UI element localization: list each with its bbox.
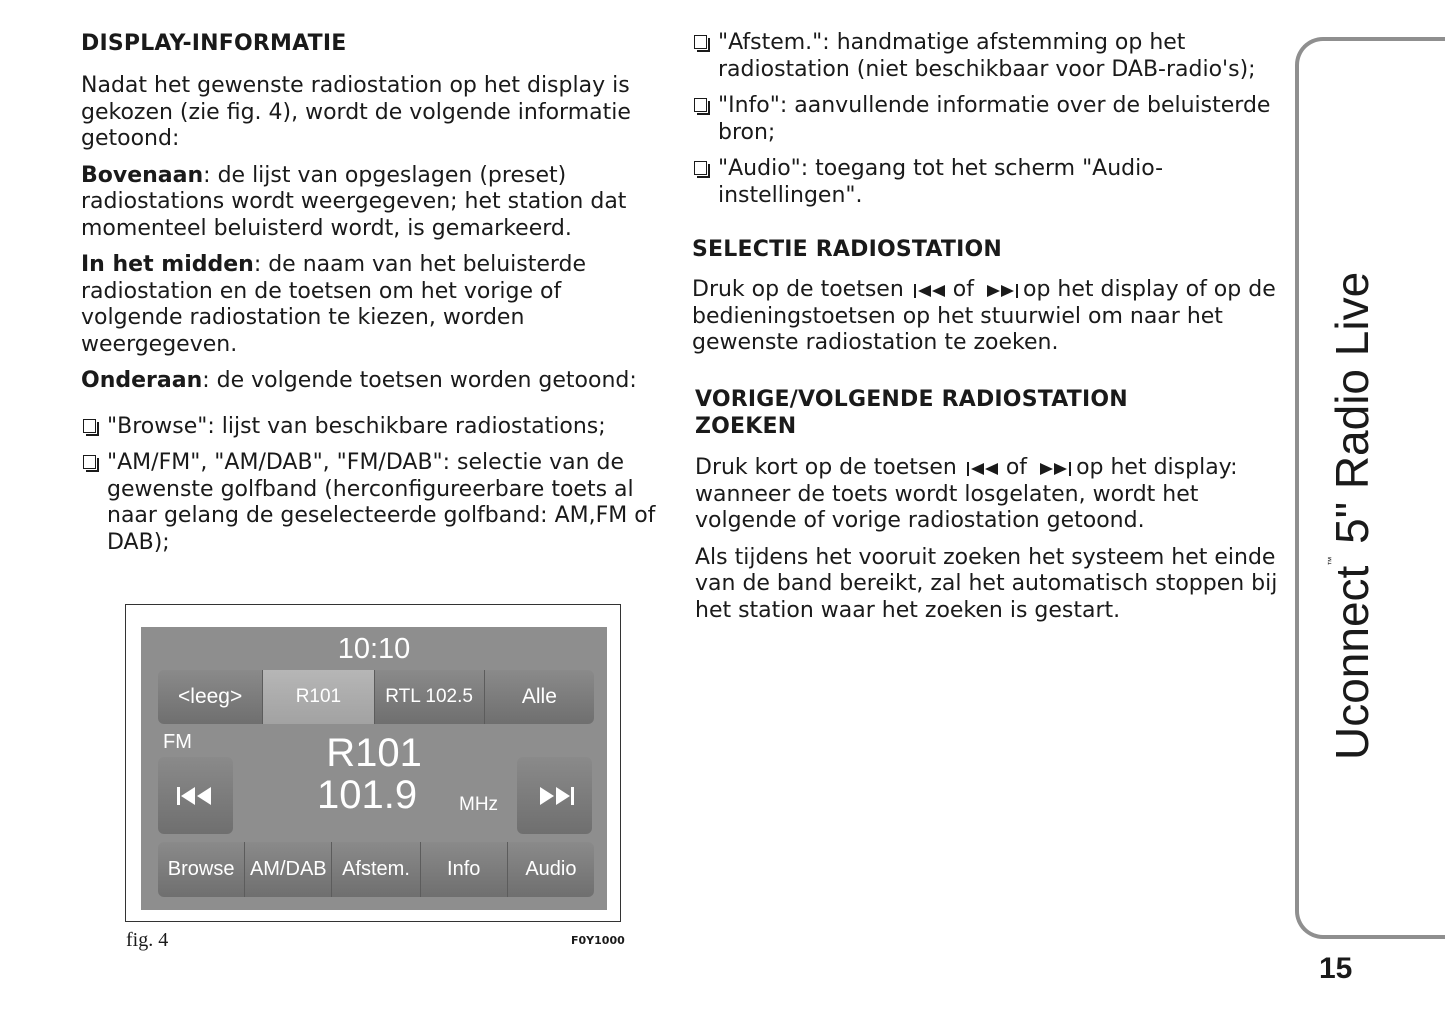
audio-button[interactable]: Audio: [508, 842, 594, 897]
checkbox-bullet-icon: [694, 35, 707, 49]
preset-leeg[interactable]: <leeg>: [158, 670, 263, 724]
preset-r101[interactable]: R101: [263, 670, 374, 724]
browse-button[interactable]: Browse: [158, 842, 245, 897]
skip-next-icon: [983, 283, 1021, 299]
selectie-paragraph: Druk op de toetsen of op het display of op de bedieningstoetsen op het stuurwiel om naar het gewenste radiostation te zoeken.: [692, 277, 1276, 355]
skip-previous-icon: [175, 785, 217, 807]
bullet-info: "Info": aanvullende informatie over de beluisterde bron;: [692, 93, 1282, 146]
figure-code: F0Y1000: [571, 934, 625, 947]
frequency-unit: MHz: [459, 794, 499, 815]
previous-station-button[interactable]: [158, 757, 233, 834]
preset-row: [158, 670, 594, 724]
checkbox-bullet-icon: [694, 161, 707, 175]
skip-next-icon: [534, 785, 576, 807]
band-button[interactable]: AM/DAB: [245, 842, 332, 897]
right-column-lower: [695, 386, 1285, 624]
middle-paragraph: [81, 252, 666, 358]
checkbox-bullet-icon: [694, 98, 707, 112]
heading-display-informatie: DISPLAY-INFORMATIE: [81, 31, 347, 56]
bullet-afstem: "Afstem.": handmatige afstemming op het radiostation (niet beschikbaar voor DAB-radio's);: [692, 30, 1282, 83]
checkbox-bullet-icon: [83, 419, 96, 433]
bottom-label: Onderaan: [81, 368, 203, 393]
radio-screen: [141, 627, 607, 910]
right-column: [692, 30, 1282, 357]
bullet-browse: "Browse": lijst van beschikbare radiostations;: [81, 414, 666, 441]
skip-next-icon: [1036, 461, 1074, 477]
skip-previous-icon: [966, 461, 1004, 477]
next-station-button[interactable]: [517, 757, 592, 834]
frequency-value: 101.9: [317, 773, 418, 817]
zoeken-paragraph: Druk kort op de toetsen of op het display: wanneer de toets wordt losgelaten, wordt het volgende of vorige radiostation getoond.: [695, 455, 1238, 533]
station-name: R101: [326, 731, 422, 775]
preset-alle[interactable]: Alle: [485, 670, 594, 724]
page-number: 15: [1319, 952, 1353, 985]
bottom-text: : de volgende toetsen worden getoond:: [202, 368, 637, 393]
checkbox-bullet-icon: [83, 455, 96, 469]
middle-text: : de naam van het beluisterde radiostation en de toetsen om het vorige of volgende radiostation te kiezen, worden weergegeven.: [81, 252, 587, 357]
heading-selectie-radiostation: SELECTIE RADIOSTATION: [692, 237, 1003, 262]
chapter-title: Uconnect™ 5" Radio Live: [1326, 271, 1378, 760]
bottom-paragraph: [81, 368, 666, 395]
top-paragraph: [81, 163, 666, 243]
bullet-band: "AM/FM", "AM/DAB", "FM/DAB": selectie van de gewenste golfband (herconfigureerbare toets al naar gelang de geselecteerde golfband: AM,FM of DAB);: [81, 450, 666, 556]
band-label: FM: [163, 731, 192, 753]
left-column: [81, 30, 666, 556]
middle-label: In het midden: [81, 252, 254, 277]
preset-rtl[interactable]: RTL 102.5: [375, 670, 485, 724]
intro-paragraph: Nadat het gewenste radiostation op het display is gekozen (zie fig. 4), wordt de volgende informatie getoond:: [81, 73, 631, 151]
top-label: Bovenaan: [81, 162, 204, 188]
top-text: : de lijst van opgeslagen (preset) radiostations wordt weergegeven; het station dat momenteel beluisterd wordt, is gemarkeerd.: [81, 162, 627, 241]
heading-vorige-volgende: VORIGE/VOLGENDE RADIOSTATION ZOEKEN: [695, 387, 1128, 439]
screen-clock: 10:10: [337, 633, 411, 665]
afstem-button[interactable]: Afstem.: [332, 842, 420, 897]
info-button[interactable]: Info: [421, 842, 508, 897]
bullet-audio: "Audio": toegang tot het scherm "Audio-instellingen".: [692, 156, 1282, 209]
figure-caption: fig. 4: [126, 929, 169, 951]
skip-previous-icon: [913, 283, 951, 299]
band-end-paragraph: Als tijdens het vooruit zoeken het systeem het einde van de band bereikt, zal het automatisch stoppen bij het station waar het zoeken is gestart.: [695, 544, 1278, 623]
bottom-button-row: [158, 842, 594, 897]
